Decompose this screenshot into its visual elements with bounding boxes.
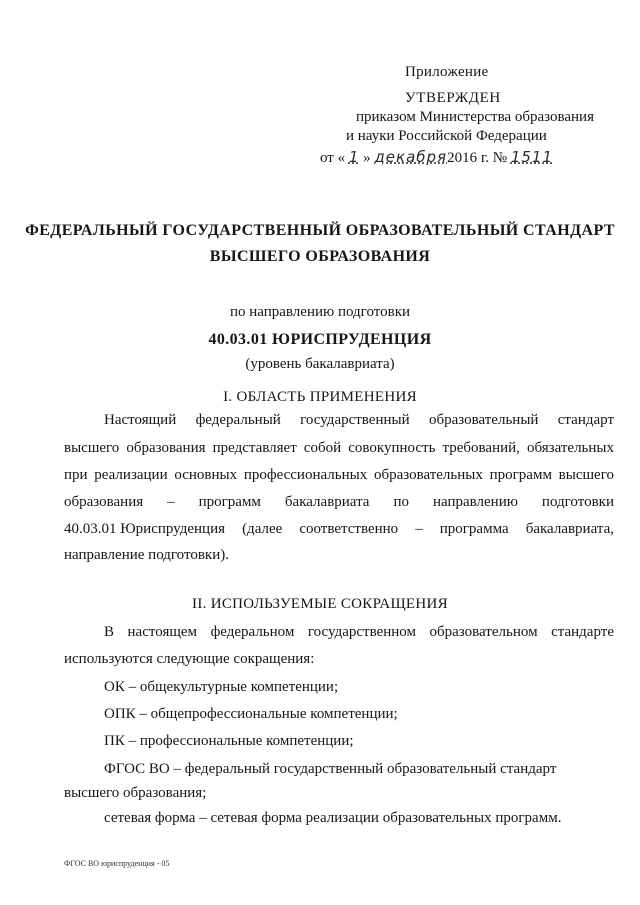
section-2-intro-line-1: В настоящем федеральном государственном образовательном стандарте: [104, 624, 614, 640]
order-month-handwritten: декабря: [374, 148, 448, 166]
abbr-ok: ОК – общекультурные компетенции;: [104, 679, 339, 695]
section-1-line-4: образования – программ бакалавриата по направлению подготовки: [64, 494, 614, 510]
approved-label: УТВЕРЖДЕН: [405, 90, 501, 106]
abbr-pk: ПК – профессиональные компетенции;: [104, 733, 354, 749]
appendix-label: Приложение: [405, 64, 489, 80]
abbr-opk: ОПК – общепрофессиональные компетенции;: [104, 706, 398, 722]
abbr-fgos-line-1: ФГОС ВО – федеральный государственный образовательный стандарт: [104, 761, 557, 777]
section-1-line-3: при реализации основных профессиональных образовательных программ высшего: [64, 467, 614, 483]
order-number-handwritten: 1511: [510, 148, 554, 166]
section-1-line-5: 40.03.01 Юриспруденция (далее соответственно – программа бакалавриата,: [64, 521, 614, 537]
section-1-line-2: высшего образования представляет собой совокупность требований, обязательных: [64, 440, 614, 456]
order-year: 2016 г. №: [447, 150, 508, 166]
order-date-line: [320, 148, 553, 167]
abbr-fgos-line-2: высшего образования;: [64, 785, 207, 801]
direction-label: по направлению подготовки: [229, 304, 411, 320]
section-2-intro-line-2: используются следующие сокращения:: [64, 651, 315, 667]
section-1-line-1: Настоящий федеральный государственный образовательный стандарт: [104, 412, 614, 428]
order-day-handwritten: 1: [348, 148, 360, 166]
document-title-line-2: ВЫСШЕГО ОБРАЗОВАНИЯ: [209, 248, 431, 265]
direction-code: 40.03.01 ЮРИСПРУДЕНЦИЯ: [208, 331, 432, 348]
section-1-line-6: направление подготовки).: [64, 547, 229, 563]
abbr-network-form: сетевая форма – сетевая форма реализации образовательных программ.: [104, 810, 562, 826]
document-title-line-1: ФЕДЕРАЛЬНЫЙ ГОСУДАРСТВЕННЫЙ ОБРАЗОВАТЕЛЬНЫЙ СТАНДАРТ: [25, 222, 615, 239]
order-prefix: от «: [320, 150, 346, 166]
order-mid: »: [363, 150, 371, 166]
order-line-2: и науки Российской Федерации: [346, 128, 547, 144]
education-level: (уровень бакалавриата): [245, 356, 395, 372]
section-2-heading: II. ИСПОЛЬЗУЕМЫЕ СОКРАЩЕНИЯ: [192, 596, 448, 612]
order-line-1: приказом Министерства образования: [356, 109, 594, 125]
footer-note: ФГОС ВО юриспруденция - 05: [64, 859, 170, 868]
section-1-heading: I. ОБЛАСТЬ ПРИМЕНЕНИЯ: [223, 389, 417, 405]
